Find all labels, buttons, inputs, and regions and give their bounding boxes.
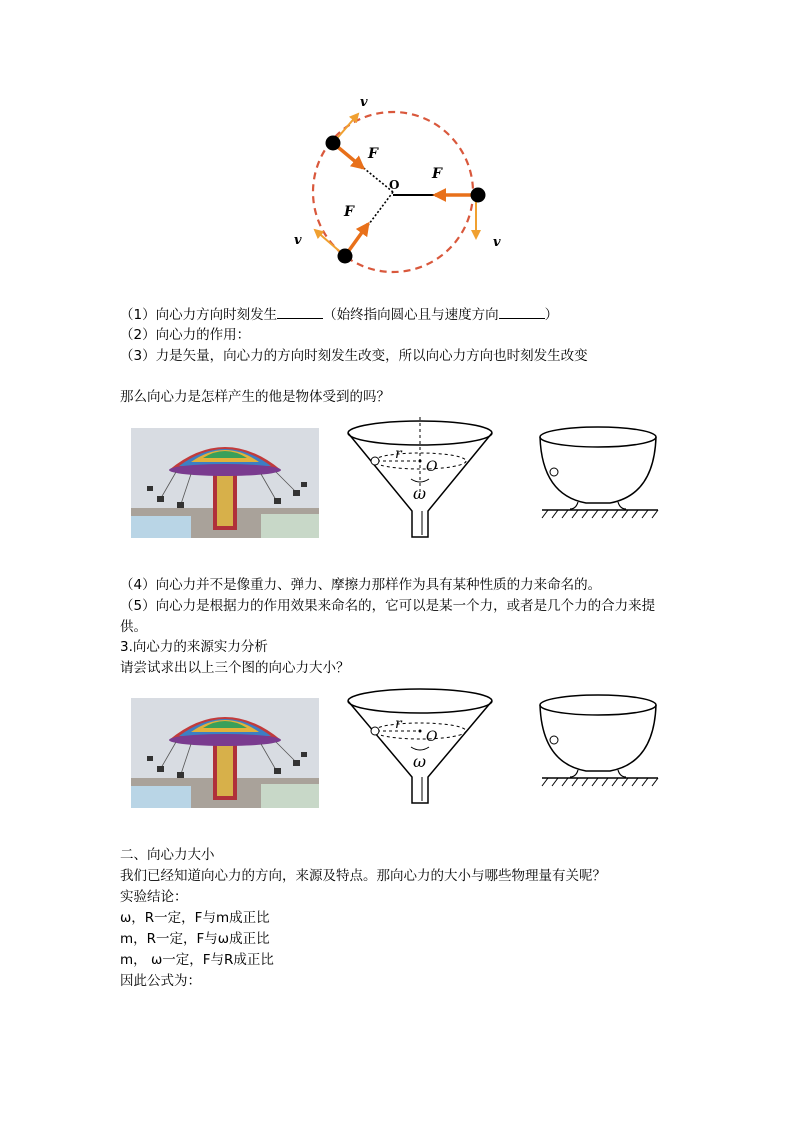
label-f-right: F xyxy=(432,166,442,182)
ball xyxy=(371,727,379,735)
funnel-diagram-2 xyxy=(343,685,498,810)
ball-left xyxy=(338,249,353,264)
label-v-right: v xyxy=(493,235,501,250)
swing-ride-photo-1 xyxy=(131,428,319,538)
intro-line: 我们已经知道向心力的方向，来源及特点。那向心力的大小与哪些物理量有关呢？ xyxy=(120,868,606,884)
item-4: （4）向心力并不是像重力、弹力、摩擦力那样作为具有某种性质的力来命名的。 xyxy=(120,577,602,593)
conclusion-3: m， ω一定，F与R成正比 xyxy=(120,952,274,968)
label-o: O xyxy=(426,459,438,475)
blank-1 xyxy=(277,305,323,319)
item-1: （1）向心力方向时刻发生 （始终指向圆心且与速度方向 ） xyxy=(120,307,559,323)
label-f-left: F xyxy=(344,204,354,220)
ball xyxy=(371,457,379,465)
item-3: （3）力是矢量，向心力的方向时刻发生改变，所以向心力方向也时刻发生改变 xyxy=(120,348,588,364)
ball-right xyxy=(471,188,486,203)
label-r: r xyxy=(395,716,402,732)
label-o: O xyxy=(426,729,438,745)
ball xyxy=(550,736,558,744)
label-v-left: v xyxy=(294,233,302,248)
label-omega: ω xyxy=(413,752,427,771)
label-f-top: F xyxy=(368,146,378,162)
funnel-diagram-1 xyxy=(343,415,498,545)
conclusion-label: 实验结论： xyxy=(120,889,188,905)
item-5b: 供。 xyxy=(120,619,147,635)
question-1: 那么向心力是怎样产生的他是物体受到的吗？ xyxy=(120,389,390,405)
conclusion-2: m，R一定，F与ω成正比 xyxy=(120,931,270,947)
item-2: （2）向心力的作用： xyxy=(120,327,251,343)
item-5a: （5）向心力是根据力的作用效果来命名的，它可以是某一个力，或者是几个力的合力来提 xyxy=(120,598,656,614)
label-r: r xyxy=(395,446,402,462)
label-v-top: v xyxy=(360,95,368,110)
ball xyxy=(550,468,558,476)
question-2: 请尝试求出以上三个图的向心力大小？ xyxy=(120,660,350,676)
blank-2 xyxy=(499,305,545,319)
circular-motion-diagram xyxy=(290,90,510,275)
section-2-title: 二、向心力大小 xyxy=(120,847,215,863)
ball-top xyxy=(326,136,341,151)
swing-ride-photo-2 xyxy=(131,698,319,808)
label-center-o: O xyxy=(389,178,400,192)
section-3: 3.向心力的来源实力分析 xyxy=(120,639,268,655)
conclusion-1: ω，R一定，F与m成正比 xyxy=(120,910,270,926)
bowl-diagram-1 xyxy=(538,425,660,520)
label-omega: ω xyxy=(413,484,427,503)
formula-label: 因此公式为： xyxy=(120,973,201,989)
bowl-diagram-2 xyxy=(538,693,660,790)
